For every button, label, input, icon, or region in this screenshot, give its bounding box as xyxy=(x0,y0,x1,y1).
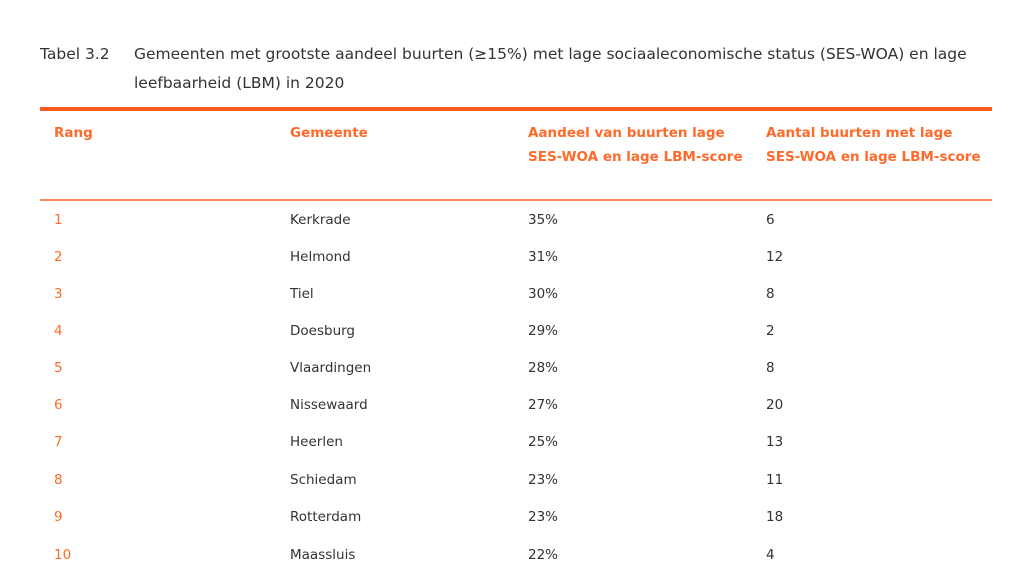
aantal-cell: 13 xyxy=(766,434,784,450)
table-row xyxy=(0,424,1030,461)
aantal-cell: 6 xyxy=(766,212,775,228)
rang-cell: 8 xyxy=(54,472,63,488)
aandeel-cell: 29% xyxy=(528,323,559,339)
rang-cell: 3 xyxy=(54,286,63,302)
gemeente-cell: Tiel xyxy=(290,286,314,302)
gemeente-cell: Nissewaard xyxy=(290,397,368,413)
aandeel-cell: 30% xyxy=(528,286,559,302)
rang-cell: 9 xyxy=(54,509,63,525)
aantal-cell: 8 xyxy=(766,360,775,376)
rang-cell: 7 xyxy=(54,434,63,450)
caption-text: Gemeenten met grootste aandeel buurten (≥15%) met lage sociaaleconomische status (SES-WOA) en lage leefbaarheid (LBM) in 2020 xyxy=(134,45,967,92)
rang-cell: 4 xyxy=(54,323,63,339)
rang-cell: 2 xyxy=(54,249,63,265)
header-rang: Rang xyxy=(54,125,93,141)
rang-cell: 10 xyxy=(54,547,72,563)
aantal-cell: 2 xyxy=(766,323,775,339)
table-row xyxy=(0,350,1030,387)
header-aantal: Aantal buurten met lage SES-WOA en lage LBM-score xyxy=(766,125,981,165)
header-divider xyxy=(40,199,992,201)
table-row xyxy=(0,499,1030,536)
rang-cell: 1 xyxy=(54,212,63,228)
aandeel-cell: 35% xyxy=(528,212,559,228)
aandeel-cell: 23% xyxy=(528,509,559,525)
gemeente-cell: Vlaardingen xyxy=(290,360,372,376)
gemeente-cell: Doesburg xyxy=(290,323,356,339)
aandeel-cell: 22% xyxy=(528,547,559,563)
table-top-rule xyxy=(40,107,992,111)
rang-cell: 5 xyxy=(54,360,63,376)
table-row xyxy=(0,239,1030,276)
table-row xyxy=(0,537,1030,574)
gemeente-cell: Rotterdam xyxy=(290,509,362,525)
gemeente-cell: Maassluis xyxy=(290,547,356,563)
aandeel-cell: 31% xyxy=(528,249,559,265)
gemeente-cell: Helmond xyxy=(290,249,351,265)
header-gemeente: Gemeente xyxy=(290,125,368,141)
aantal-cell: 8 xyxy=(766,286,775,302)
aandeel-cell: 28% xyxy=(528,360,559,376)
rang-cell: 6 xyxy=(54,397,63,413)
gemeente-cell: Kerkrade xyxy=(290,212,351,228)
caption-label: Tabel 3.2 xyxy=(40,45,110,63)
aantal-cell: 11 xyxy=(766,472,784,488)
aantal-cell: 18 xyxy=(766,509,784,525)
gemeente-cell: Heerlen xyxy=(290,434,343,450)
gemeente-cell: Schiedam xyxy=(290,472,357,488)
aantal-cell: 20 xyxy=(766,397,784,413)
aandeel-cell: 25% xyxy=(528,434,559,450)
aandeel-cell: 23% xyxy=(528,472,559,488)
table-row xyxy=(0,202,1030,239)
table-row xyxy=(0,462,1030,499)
aantal-cell: 4 xyxy=(766,547,775,563)
table-row xyxy=(0,313,1030,350)
aandeel-cell: 27% xyxy=(528,397,559,413)
table-row xyxy=(0,276,1030,313)
aantal-cell: 12 xyxy=(766,249,784,265)
header-aandeel: Aandeel van buurten lage SES-WOA en lage LBM-score xyxy=(528,125,743,165)
table-row xyxy=(0,387,1030,424)
